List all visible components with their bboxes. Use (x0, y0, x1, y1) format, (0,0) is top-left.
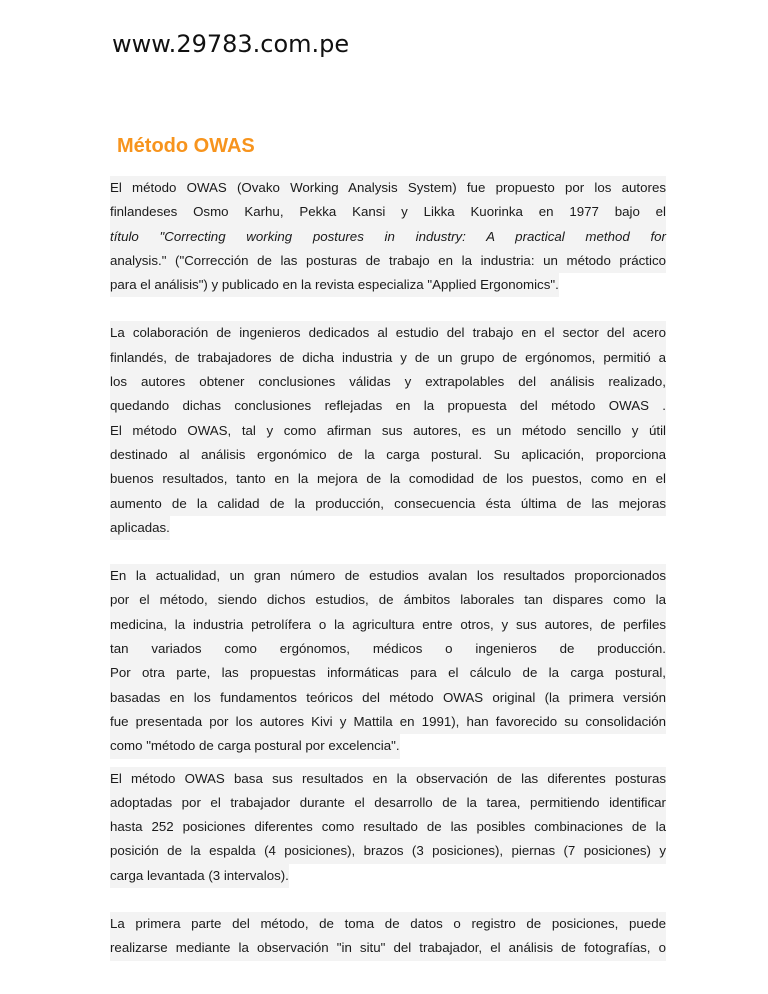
text-line: aplicadas. (110, 516, 170, 540)
text-line: fue presentada por los autores Kivi y Mattila en 1991), han favorecido su consolidación (110, 710, 666, 734)
text-line: medicina, la industria petrolífera o la agricultura entre otros, y sus autores, de perfiles (110, 613, 666, 637)
text-line: aumento de la calidad de la producción, consecuencia ésta última de las mejoras (110, 492, 666, 516)
text-line-italic-title (110, 225, 666, 249)
text-line: los autores obtener conclusiones válidas y extrapolables del análisis realizado, (110, 370, 666, 394)
text-line: realizarse mediante la observación "in situ" del trabajador, el análisis de fotografías, o (110, 936, 666, 960)
text-line: El método OWAS basa sus resultados en la observación de las diferentes posturas (110, 767, 666, 791)
paragraph-1 (110, 176, 666, 297)
paragraph-4 (110, 767, 666, 888)
text-line: quedando dichas conclusiones reflejadas en la propuesta del método OWAS . (110, 394, 666, 418)
text-line: buenos resultados, tanto en la mejora de la comodidad de los puestos, como en el (110, 467, 666, 491)
text-line: La colaboración de ingenieros dedicados al estudio del trabajo en el sector del acero (110, 321, 666, 345)
text-line: finlandés, de trabajadores de dicha industria y de un grupo de ergónomos, permitió a (110, 346, 666, 370)
text-line: hasta 252 posiciones diferentes como resultado de las posibles combinaciones de la (110, 815, 666, 839)
document-body (110, 176, 666, 961)
text-line: adoptadas por el trabajador durante el desarrollo de la tarea, permitiendo identificar (110, 791, 666, 815)
text-line: La primera parte del método, de toma de datos o registro de posiciones, puede (110, 912, 666, 936)
text-line: por el método, siendo dichos estudios, de ámbitos laborales tan dispares como la (110, 588, 666, 612)
text-line: En la actualidad, un gran número de estudios avalan los resultados proporcionados (110, 564, 666, 588)
paragraph-5 (110, 912, 666, 961)
text-line: analysis." ("Corrección de las posturas de trabajo en la industria: un método práctico (110, 249, 666, 273)
page-title: Método OWAS (117, 135, 255, 157)
text-line: Por otra parte, las propuestas informáticas para el cálculo de la carga postural, (110, 661, 666, 685)
text-line: para el análisis") y publicado en la revista especializa "Applied Ergonomics". (110, 273, 559, 297)
text-line: como "método de carga postural por excelencia". (110, 734, 400, 758)
site-url: www.29783.com.pe (112, 30, 350, 58)
text-line: finlandeses Osmo Karhu, Pekka Kansi y Likka Kuorinka en 1977 bajo el (110, 200, 666, 224)
paragraph-3 (110, 564, 666, 758)
text-line: El método OWAS (Ovako Working Analysis System) fue propuesto por los autores (110, 176, 666, 200)
text-line: El método OWAS, tal y como afirman sus autores, es un método sencillo y útil (110, 419, 666, 443)
text-line: posición de la espalda (4 posiciones), brazos (3 posiciones), piernas (7 posiciones) y (110, 839, 666, 863)
text-line: carga levantada (3 intervalos). (110, 864, 289, 888)
paragraph-2 (110, 321, 666, 540)
text-line: basadas en los fundamentos teóricos del método OWAS original (la primera versión (110, 686, 666, 710)
text-line: destinado al análisis ergonómico de la carga postural. Su aplicación, proporciona (110, 443, 666, 467)
text-line: título "Correcting working postures in industry: A practical method for (110, 228, 666, 244)
text-line: tan variados como ergónomos, médicos o ingenieros de producción. (110, 637, 666, 661)
